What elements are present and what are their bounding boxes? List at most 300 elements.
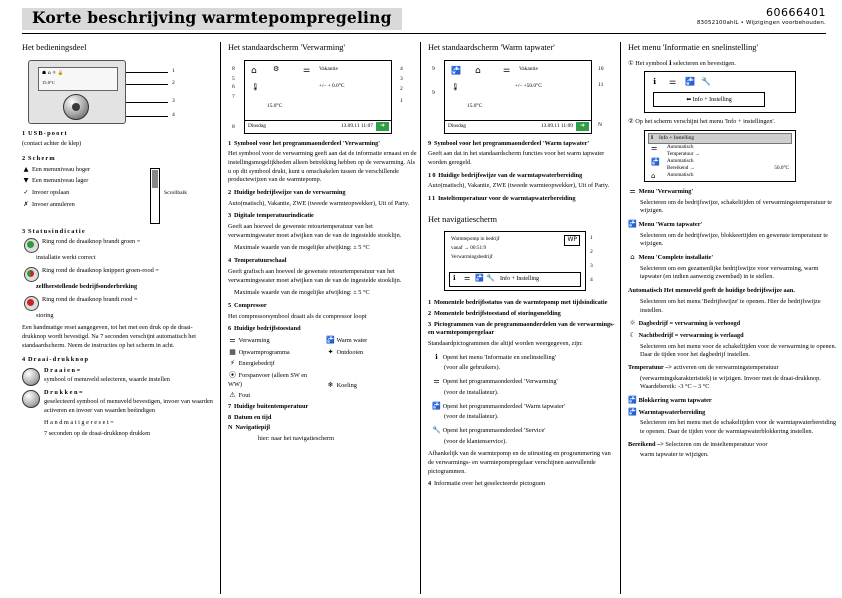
- picto-sub-service: (voor de klantenservice).: [444, 437, 507, 445]
- leader-label-1: 1: [172, 67, 175, 74]
- dhw-house-icon: ⌂: [475, 65, 481, 76]
- status-text: Ring rond de draaiknop brandt groen =: [42, 238, 141, 246]
- navigation-arrow-icon[interactable]: ➜: [376, 122, 389, 131]
- state-label: Forspanvoer (alleen SW en WW): [228, 372, 308, 388]
- dhw-menu-icon[interactable]: 🚰: [475, 274, 484, 283]
- menu-row-2-label[interactable]: Temperatuur →: [667, 150, 700, 157]
- leader-line-4: [126, 116, 168, 117]
- c4-item3-title: Menu 'Complete installatie': [638, 254, 714, 262]
- column-info-menu: [628, 42, 840, 464]
- key-label: Invoer opslaan: [32, 189, 70, 197]
- c3-item9-num: 9: [428, 139, 433, 147]
- nav-bar-label: Info + Instelling: [500, 276, 540, 283]
- knob-turn-row: [22, 367, 214, 385]
- c4-mode-night-name: Nachtbedrijf: [638, 331, 674, 339]
- item4-num: 4: [22, 356, 27, 364]
- screen-mode-label: Vakantie: [319, 65, 338, 72]
- service-picto-icon: 🔧: [432, 425, 441, 434]
- operating-unit-illustration: [28, 60, 126, 124]
- screen-offset-value: +/– + 0.0°C: [319, 82, 345, 89]
- c4-item1: [628, 187, 840, 197]
- scrollbar-label: Scrollbalk: [164, 189, 187, 196]
- picto-label: Opent het programmaonderdeel 'Verwarming': [442, 378, 558, 386]
- dhw-thermometer-icon: 🌡: [451, 82, 460, 91]
- cancel-icon: ✗: [23, 200, 29, 208]
- c2-item5-title: Compressor: [233, 301, 267, 309]
- c4-mode-temp-title: activeren om de verwarmingstemperatuur: [673, 363, 779, 371]
- c2-item2-num: 2: [228, 189, 233, 197]
- c3-item10-num: 10: [428, 171, 437, 179]
- c3-item11-head: [428, 195, 618, 204]
- step-2: [628, 118, 840, 127]
- c2-item5-num: 5: [228, 301, 233, 309]
- check-icon: ✓: [23, 189, 29, 197]
- status-led-green-icon: [24, 238, 39, 253]
- list-item: [22, 177, 142, 186]
- display-key-list: [22, 166, 142, 210]
- c2-itemN-title: Navigatiepijl: [235, 424, 270, 432]
- item4-title: Draai-drukknop: [27, 356, 90, 364]
- reset-text: 7 seconden op de draai-drukknop drukken: [44, 429, 151, 437]
- c4-mode-reach: [628, 441, 840, 450]
- state-row: [326, 381, 418, 391]
- picto-sub-dhw: (voor de installateur).: [444, 413, 499, 421]
- knob-turn-text: symbool of menuveld selecteren, waarde instellen: [44, 375, 170, 383]
- dhw-weekday: Dinsdag: [448, 122, 466, 129]
- screen-house-icon: ⌂: [251, 65, 257, 76]
- col1-heading: Het bedieningsdeel: [22, 43, 87, 52]
- callout-2: 2: [400, 85, 403, 92]
- navigation-screen: [444, 231, 586, 291]
- leader-line-2: [126, 84, 168, 85]
- menu-row-5-label[interactable]: Automatisch: [667, 171, 694, 178]
- dhw-block-icon: 🚰: [628, 396, 637, 405]
- c4-mode-auto-body: Selecteren om het menu 'Bedrijfswijze' te openen. Hier de bedrijfswijze instellen.: [640, 297, 821, 314]
- service-menu-icon[interactable]: 🔧: [486, 274, 495, 283]
- callout-3: 3: [400, 75, 403, 82]
- callout-8b: 8: [232, 123, 235, 130]
- c3-item10-head: [428, 172, 618, 181]
- state-row: [326, 359, 418, 368]
- c3-closing: Afhankelijk van de warmtepomp en de uitrusting en programmering van de verwarmings- en warmtepompregelaar verschijnen aanvullende pictogrammen.: [428, 450, 611, 475]
- scrollbar[interactable]: [150, 168, 160, 224]
- dhw-menu-entry-icon: 🚰: [628, 220, 637, 229]
- c4-mode-reach-body: warm tapwater te wijzigen.: [640, 451, 709, 459]
- knob-turn-title: D r a a i e n =: [44, 367, 81, 375]
- callout-7: 7: [232, 93, 235, 100]
- state-row: [228, 348, 320, 358]
- heating-icon: ⚌: [229, 335, 236, 344]
- c4-mode-day-name: Dagbedrijf: [638, 320, 668, 328]
- doc-number: 60666401: [766, 6, 826, 19]
- status-text: Ring rond de draaiknop knippert groen-rood =: [42, 267, 159, 275]
- c4-item3-body: Selecteren om een gezamenlijke bedrijfswijze voor verwarming, warm tapwater (en indien aanwezig zwembad) in te stellen.: [640, 264, 819, 281]
- c4-item2-title: Menu 'Warm tapwater': [638, 221, 703, 229]
- leader-line-1: [126, 72, 168, 73]
- item1-title: USB-poort: [27, 129, 68, 137]
- c4-item3: [628, 253, 840, 263]
- c3-item9-title: Symbool voor het programmaonderdeel 'Warm tapwater': [433, 139, 590, 147]
- status-row-green-red: [22, 267, 214, 280]
- state-row: [228, 359, 320, 369]
- c4-mode-reach-name: Bereikend –>: [628, 440, 664, 448]
- state-label: Energiebedrijf: [238, 360, 275, 368]
- callout-6: 6: [232, 83, 235, 90]
- rotary-push-knob[interactable]: [63, 94, 89, 120]
- leader-label-2: 2: [172, 79, 175, 86]
- c2-item2-body: Auto(matisch), Vakantie, ZWE (tweede warmteopwekker), Uit of Party.: [228, 199, 410, 207]
- callout-1: 1: [400, 97, 403, 104]
- picto-sub-heating: (voor de installateur).: [444, 388, 499, 396]
- c2-itemN-body: hier: naar het navigatiescherm: [258, 435, 335, 443]
- screen-compressor-icon: ⚙: [273, 64, 280, 73]
- c2-item1-title: Symbool voor het programmaonderdeel 'Verwarming': [233, 139, 381, 147]
- dhw-tap-icon: 🚰: [451, 65, 461, 75]
- step-1-text: Het symbool ℹ selecteren en bevestigen.: [635, 59, 736, 67]
- nav-callout-4: 4: [590, 277, 593, 284]
- item1-note: (contact achter de klep): [22, 140, 82, 148]
- c3-item11-title: Insteltemperatuur voor de warmtapwaterbereiding: [437, 195, 576, 203]
- rotary-knob-turn-icon: [22, 368, 40, 386]
- col4-heading: Het menu 'Informatie en snelinstelling': [628, 43, 759, 52]
- device-display-temp: 15.0°C: [42, 79, 55, 85]
- knob-press-row: [22, 389, 214, 415]
- nav-item-1: [428, 299, 618, 308]
- nav-item-2-num: 2: [428, 310, 433, 317]
- col1-item3: [22, 228, 214, 237]
- c2-item1-num: 1: [228, 139, 233, 147]
- c4-mode-temp-body: (verwarmingskarakteristiek) te wijzigen. Invoer met de draai-drukknop. Waardebereik: -3 °C – 3 °C: [640, 374, 821, 391]
- c2-item6-head: [228, 325, 418, 334]
- menu-heating-icon: ⚌: [651, 143, 658, 152]
- c4-mode-prep: [628, 408, 840, 418]
- c2-item7-title: Huidige buitentemperatuur: [233, 403, 309, 411]
- standard-screen-heating: [244, 60, 392, 134]
- column-operating-unit: [22, 42, 214, 443]
- nav-item-1-title: Momentele bedrijfsstatus van de warmtepomp met tijdsindicatie: [433, 299, 608, 307]
- key-label: Een menuniveau hoger: [32, 165, 91, 173]
- column-dhw-screen: [428, 42, 618, 491]
- c2-itemN-num: N: [228, 424, 234, 432]
- item2-title: Scherm: [27, 154, 56, 162]
- state-label: Koeling: [336, 381, 357, 389]
- nav-item-3-title: Pictogrammen van de programmaonderdelen van de verwarmings- en warmtepompregelaar: [428, 320, 615, 337]
- status-sub-green-red: zelfherstellende bedrijfsonderbreking: [36, 283, 138, 291]
- knob-press-text: geselecteerd symbool of menuveld bevestigen, invoer van waarden activeren en invoer van waarden beéindigen: [44, 397, 213, 414]
- nav-icon-bar: [449, 272, 581, 287]
- energy-icon: ⚡: [230, 359, 235, 368]
- nav-item-4: [428, 480, 618, 489]
- c4-mode-day: [628, 319, 840, 329]
- menu-row-3-label[interactable]: Automatisch: [667, 157, 694, 164]
- nav-callout-1: 1: [590, 235, 593, 242]
- picto-label: Opent het menu 'Informatie en snelinstelling': [442, 353, 556, 361]
- c4-mode-night-body: Selecteren om het menu voor de schakeltijden voor de verwarming te openen. Daar de tijden voor het dagbedrijf instellen.: [640, 342, 837, 359]
- c2-item1-head: [228, 140, 418, 149]
- info-instelling-menu: [644, 130, 796, 182]
- info-instelling-label: Info + Instelling: [692, 97, 732, 104]
- list-item: [22, 189, 142, 198]
- c4-mode-night-title: = verwarming is verlaagd: [674, 331, 744, 339]
- moon-icon: ☾: [629, 330, 636, 339]
- screen-datetime: 13.09.11 11:07: [340, 122, 373, 129]
- c2-itemN-head: [228, 424, 418, 433]
- key-label: Een menuniveau lager: [32, 177, 89, 185]
- illus-dhw-icon: 🚰: [685, 77, 695, 87]
- screen-heating-icon: ⚌: [303, 64, 311, 74]
- doc-subnumber: 83052100ahlL • Wijzigingen voorbehouden.: [696, 20, 826, 26]
- standard-screen-dhw: [444, 60, 592, 134]
- c2-item3-num: 3: [228, 212, 233, 220]
- item3-num: 3: [22, 227, 27, 235]
- state-label: Warm water: [336, 336, 368, 344]
- c4-mode-auto: [628, 287, 840, 296]
- c2-item5-head: [228, 302, 418, 311]
- c2-item3-extra: Maximale waarde van de mogelijke afwijking: ± 5 °C: [234, 244, 370, 252]
- nav-item-3-num: 3: [428, 320, 433, 328]
- illus-service-icon: 🔧: [701, 77, 711, 87]
- device-display-icons: ☗ ⌂ ☼ 🔒: [42, 70, 64, 76]
- heating-menu-entry-icon: ⚌: [629, 186, 636, 195]
- dhw-status-bar: [445, 120, 591, 133]
- c2-item8-title: Datum en tijd: [233, 413, 272, 421]
- col1-item1: [22, 130, 214, 139]
- leader-label-3: 3: [172, 97, 175, 104]
- state-label: Ontdooien: [336, 348, 364, 356]
- picto-sub-info: (voor alle gebruikers).: [444, 364, 501, 372]
- leader-label-4: 4: [172, 111, 175, 118]
- info-icon[interactable]: ℹ: [453, 274, 456, 283]
- c4-mode-block-name: Blokkering warm tapwater: [638, 397, 712, 405]
- c4-mode-reach-title: Selecteren om de insteltemperatuur voor: [665, 440, 768, 448]
- tap-water-icon: 🚰: [326, 335, 335, 344]
- status-row-green: [22, 238, 214, 251]
- nav-line-2: vanaf → 00:51:9: [451, 245, 487, 252]
- menu-row-1-label[interactable]: Automatisch: [667, 143, 694, 150]
- sun-icon: ☼: [629, 319, 636, 328]
- columns: [10, 42, 837, 598]
- c2-item2-title: Huidige bedrijfswijze van de verwarming: [233, 189, 346, 197]
- menu-row-4-label[interactable]: Bereikend →: [667, 164, 695, 171]
- state-row: [326, 370, 418, 379]
- c4-mode-temp-name: Temperatuur –>: [628, 363, 672, 371]
- nav-line-3: Verwarmingsbedrijf: [451, 254, 493, 261]
- state-row: [228, 336, 320, 346]
- item2-num: 2: [22, 154, 27, 162]
- status-sub-green: installatie werkt correct: [36, 254, 96, 262]
- dhw-prep-icon: 🚰: [628, 407, 637, 416]
- menu-all-icon: ⌂: [651, 171, 656, 180]
- c4-mode-temp: [628, 364, 840, 373]
- picto-row-service: [432, 426, 618, 436]
- dhw-outside-temp: 15.0°C: [467, 102, 483, 109]
- screen-weekday: Dinsdag: [248, 122, 266, 129]
- screen-outside-temp: 15.0°C: [267, 102, 283, 109]
- callout-11: 11: [598, 81, 604, 88]
- arrow-up-icon: ▲: [23, 165, 29, 173]
- step-2-text: Op het scherm verschijnt het menu 'Info + instellingen'.: [635, 118, 776, 126]
- picto-row-dhw: [432, 402, 618, 412]
- knob-press-title: D r u k k e n =: [44, 389, 83, 397]
- c4-mode-night: [628, 331, 840, 341]
- dhw-mode-icon: ⚌: [503, 64, 511, 74]
- callout-N: N: [598, 121, 603, 128]
- operating-state-icon-table: [228, 336, 418, 403]
- scrollbar-thumb[interactable]: [152, 170, 158, 188]
- c2-item6-title: Huidige bedrijfstoestand: [233, 325, 301, 333]
- nav-callout-2: 2: [590, 249, 593, 256]
- state-label: Verwarming: [238, 336, 270, 344]
- rotary-knob-press-icon: [22, 390, 40, 408]
- state-row: [326, 336, 418, 346]
- c4-mode-block: [628, 396, 840, 406]
- callout-4: 4: [400, 65, 403, 72]
- menu-row-4-value: 50.0°C: [774, 164, 789, 171]
- step-2-circle-icon: ②: [628, 118, 634, 126]
- program-icon: ▦: [229, 347, 236, 356]
- c3-item11-num: 11: [428, 195, 437, 203]
- c4-item2-body: Selecteren om de bedrijfswijze, blokkeertijden en gewenste temperatuur te wijzigen.: [640, 231, 828, 248]
- menu-info-icon: ℹ: [651, 134, 654, 141]
- pump-icon: ⦿: [229, 371, 236, 380]
- picto-row-heating: [432, 377, 618, 387]
- page-title: Korte beschrijving warmtepompregeling: [32, 8, 392, 27]
- dhw-navigation-arrow-icon[interactable]: ➜: [576, 122, 589, 131]
- c4-mode-prep-name: Warmtapwaterbereiding: [638, 408, 706, 416]
- nav-item-3: [428, 321, 618, 338]
- key-label: Invoer annuleren: [32, 200, 75, 208]
- nav-line-1: Warmtepomp in bedrijf: [451, 236, 500, 243]
- c2-item8-num: 8: [228, 413, 233, 421]
- c2-item6-num: 6: [228, 325, 233, 333]
- nav-item-1-num: 1: [428, 299, 433, 307]
- complete-plant-entry-icon: ⌂: [630, 253, 635, 262]
- col1-item2: [22, 155, 214, 164]
- document-code: [697, 6, 826, 26]
- nav-item-2: [428, 310, 618, 319]
- callout-10: 10: [598, 65, 604, 72]
- status-text: Ring rond de draaiknop brandt rood =: [42, 295, 138, 303]
- dhw-picto-icon: 🚰: [432, 401, 441, 410]
- col3-heading: Het standaardscherm 'Warm tapwater': [428, 43, 555, 52]
- column-divider-3: [620, 42, 621, 594]
- c2-item4-extra: Maximale waarde van de mogelijke afwijking: ± 5 °C: [234, 289, 370, 297]
- c2-item5-body: Het compressorsymbool draait als de compressor loopt: [228, 312, 367, 320]
- c2-item2-head: [228, 189, 418, 198]
- dhw-mode-label: Vakantie: [519, 65, 538, 72]
- info-instelling-button[interactable]: [653, 92, 765, 107]
- info-picto-icon: ℹ: [435, 352, 438, 361]
- picto-label: Opent het programmaonderdeel 'Warm tapwater': [442, 402, 565, 410]
- screen-thermometer-icon: 🌡: [251, 82, 260, 91]
- dhw-setpoint: +/– +50.0°C: [515, 82, 542, 89]
- status-row-red: [22, 296, 214, 309]
- c4-item2: [628, 220, 840, 230]
- state-row: [228, 371, 320, 389]
- c2-item4-body: Geeft grafisch aan hoeveel de gewenste retourtemperatuur van het verwarmingswater moet afwijken van de van de ingestelde stooklijn.: [228, 267, 402, 284]
- heating-picto-icon: ⚌: [433, 377, 440, 386]
- fault-icon: ⚠: [229, 391, 236, 400]
- c3-item10-body: Auto(matisch), Vakantie, ZWE (tweede warmteopwekker), Uit of Party.: [428, 182, 610, 190]
- dhw-datetime: 13.09.11 11:09: [540, 122, 573, 129]
- picto-row-info: [432, 353, 618, 363]
- state-label: Fout: [238, 392, 251, 400]
- callout-9b: 9: [432, 89, 435, 96]
- leader-line-3: [126, 102, 168, 103]
- col1-item4: [22, 356, 214, 365]
- c2-item3-head: [228, 212, 418, 221]
- c2-item8-head: [228, 414, 418, 423]
- state-row: [228, 391, 320, 401]
- c3-item9-head: [428, 140, 618, 149]
- reset-title: H a n d m a t i g e r e s e t =: [44, 419, 114, 427]
- callout-5: 5: [232, 75, 235, 82]
- menu-title: Info + Instelling: [659, 134, 695, 141]
- c4-item1-title: Menu 'Verwarming': [638, 187, 694, 195]
- c2-item7-num: 7: [228, 403, 233, 411]
- c2-item7-head: [228, 403, 418, 412]
- step-1: [628, 60, 840, 69]
- menu-title-bar: [648, 133, 792, 144]
- column-divider-2: [420, 42, 421, 594]
- state-label: Opwarmprogramma: [238, 348, 290, 356]
- nav-callout-3: 3: [590, 263, 593, 270]
- c4-mode-prep-body: Selecteren om het menu met de schakeltijden voor de warmtapwaterbereiding te openen. Daar de tijden voor de warmtapwaterblokkering instellen.: [640, 419, 837, 436]
- arrow-down-icon: ▼: [23, 177, 29, 185]
- nav-wp-icon: WP: [564, 235, 580, 245]
- heating-menu-icon[interactable]: ⚌: [464, 274, 471, 283]
- state-row: [326, 348, 418, 358]
- c2-item4-head: [228, 257, 418, 266]
- screen-status-bar: [245, 120, 391, 133]
- c3-item10-title: Huidige bedrijfswijze van de warmtapwaterbereiding: [438, 171, 583, 179]
- c4-item1-body: Selecteren om de bedrijfswijze, schakeltijden of verwarmingstemperatuur te wijzigen.: [640, 198, 832, 215]
- nav-item-4-num: 4: [428, 480, 433, 488]
- menu-dhw-icon: 🚰: [651, 157, 660, 166]
- c2-item1-body: Het symbool voor de verwarming geeft aan dat de informatie ernaast en de instellingsmogelijkheden alleen betrekking hebben op de verwarming. Als u op dit symbool drukt, kunt u omschakelen tussen de verschillende productewijzen van de warmtepomp.: [228, 150, 417, 184]
- device-display: [38, 67, 118, 91]
- illus-heating-icon: ⚌: [669, 77, 677, 87]
- document-header: [10, 6, 832, 36]
- c3-item9-body: Geeft aan dat in het standaardscherm functies voor het warm tapwater worden geregeld.: [428, 150, 605, 166]
- c2-item4-title: Temperatuurschaal: [233, 257, 287, 265]
- c2-item3-title: Digitale temperatuurindicatie: [233, 212, 314, 220]
- c2-item3-body: Geeft aan hoeveel de gewenste retourtemperatuur van het verwarmingswater moet afwijken van de van de ingestelde stooklijn.: [228, 223, 402, 239]
- item3-title: Statusindicatie: [27, 227, 86, 235]
- status-led-green-red-icon: [24, 267, 39, 282]
- nav-item-2-title: Momentele bedrijfstoestand of storingsmelding: [433, 310, 561, 317]
- illus-info-icon: ℹ: [653, 77, 657, 87]
- col2-heading: Het standaardscherm 'Verwarming': [228, 43, 345, 52]
- status-note: Een handmatige reset aangegeven, tot het met een druk op de draai-drukknop wordt bevestigd. Na 7 seconden verschijnt automatisch het standaardscherm. Neem de instructies op het scherm in acht.: [22, 324, 196, 349]
- nav-heading: Het navigatiescherm: [428, 214, 498, 224]
- column-heating-screen: [228, 42, 418, 448]
- nav-item-3-body: Standaardpictogrammen die altijd worden weergegeven, zijn:: [428, 340, 583, 348]
- status-sub-red: storing: [36, 311, 54, 319]
- step-1-circle-icon: ①: [628, 59, 634, 67]
- callout-8a: 8: [232, 65, 235, 72]
- cooling-icon: ❄: [327, 380, 334, 389]
- list-item: [22, 166, 142, 175]
- info-select-illustration: [644, 71, 796, 113]
- status-led-red-icon: [24, 296, 39, 311]
- c2-item4-num: 4: [228, 257, 233, 265]
- picto-label: Opent het programmaonderdeel 'Service': [442, 426, 546, 434]
- c4-mode-auto-title: Het menuveld geeft de huidige bedrijfswijze aan.: [663, 287, 795, 295]
- c4-mode-day-title: = verwarming is verhoogd: [669, 320, 741, 328]
- item1-num: 1: [22, 129, 27, 137]
- back-arrow-icon: ⬅: [686, 96, 692, 104]
